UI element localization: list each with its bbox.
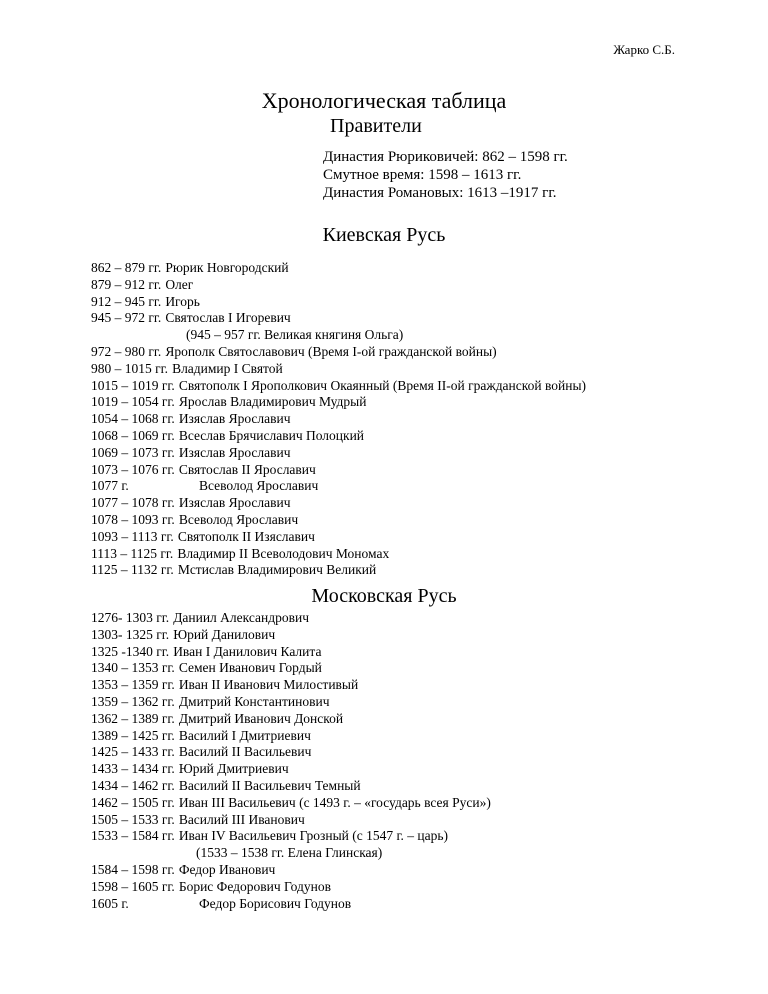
ruler-name: Изяслав Ярославич bbox=[178, 444, 291, 460]
reign-dates: 1598 – 1605 гг. bbox=[91, 878, 175, 894]
kiev-section-heading: Киевская Русь bbox=[322, 224, 446, 246]
ruler-row bbox=[91, 411, 586, 428]
ruler-name: Василий I Дмитриевич bbox=[178, 727, 311, 743]
ruler-name: Владимир II Всеволодович Мономах bbox=[177, 545, 390, 561]
ruler-row bbox=[91, 896, 491, 913]
dynasty-line: Династия Романовых: 1613 –1917 гг. bbox=[323, 185, 557, 201]
reign-dates: 972 – 980 гг. bbox=[91, 343, 162, 359]
reign-dates: 1073 – 1076 гг. bbox=[91, 461, 175, 477]
ruler-name: Юрий Дмитриевич bbox=[178, 761, 289, 777]
ruler-name: Всеволод Ярославич bbox=[199, 478, 319, 494]
page-title: Хронологическая таблица bbox=[261, 88, 507, 113]
ruler-row bbox=[91, 879, 491, 896]
dynasties-summary bbox=[323, 148, 568, 202]
ruler-name: Иван III Васильевич (с 1493 г. – «государь всея Руси») bbox=[178, 794, 491, 810]
ruler-name: (1533 – 1538 гг. Елена Глинская) bbox=[196, 845, 383, 861]
page-subtitle: Правители bbox=[330, 115, 422, 137]
reign-dates: 1069 – 1073 гг. bbox=[91, 444, 175, 460]
ruler-row bbox=[91, 862, 491, 879]
ruler-name: Святослав II Ярославич bbox=[178, 461, 316, 477]
reign-dates: 1425 – 1433 гг. bbox=[91, 744, 175, 760]
ruler-row bbox=[91, 378, 586, 395]
reign-dates: 1462 – 1505 гг. bbox=[91, 794, 175, 810]
ruler-name: Владимир I Святой bbox=[172, 360, 283, 376]
reign-dates: 879 – 912 гг. bbox=[91, 276, 162, 292]
ruler-name: (945 – 957 гг. Великая княгиня Ольга) bbox=[186, 327, 404, 343]
reign-dates: 1325 -1340 гг. bbox=[91, 643, 170, 659]
ruler-row bbox=[91, 344, 586, 361]
author-name: Жарко С.Б. bbox=[613, 42, 675, 57]
ruler-row bbox=[91, 744, 491, 761]
ruler-name: Федор Борисович Годунов bbox=[199, 895, 352, 911]
ruler-row bbox=[91, 660, 491, 677]
ruler-name: Изяслав Ярославич bbox=[178, 411, 291, 427]
ruler-row bbox=[91, 761, 491, 778]
ruler-name: Юрий Данилович bbox=[173, 626, 276, 642]
ruler-name: Всеслав Брячиславич Полоцкий bbox=[178, 427, 365, 443]
ruler-name: Дмитрий Константинович bbox=[178, 693, 330, 709]
ruler-row bbox=[91, 394, 586, 411]
reign-dates: 1125 – 1132 гг. bbox=[91, 562, 174, 578]
ruler-row bbox=[91, 294, 586, 311]
reign-dates: 1054 – 1068 гг. bbox=[91, 411, 175, 427]
ruler-name: Изяслав Ярославич bbox=[178, 495, 291, 511]
ruler-row bbox=[91, 529, 586, 546]
ruler-row bbox=[91, 260, 586, 277]
reign-dates: 945 – 972 гг. bbox=[91, 310, 162, 326]
dynasty-line: Династия Рюриковичей: 862 – 1598 гг. bbox=[323, 149, 568, 165]
ruler-row bbox=[91, 277, 586, 294]
reign-dates: 1389 – 1425 гг. bbox=[91, 727, 175, 743]
reign-dates: 1340 – 1353 гг. bbox=[91, 660, 175, 676]
ruler-row bbox=[91, 428, 586, 445]
reign-dates: 1077 – 1078 гг. bbox=[91, 495, 175, 511]
ruler-row bbox=[91, 845, 491, 862]
ruler-row bbox=[91, 795, 491, 812]
ruler-row bbox=[91, 546, 586, 563]
ruler-name: Даниил Александрович bbox=[173, 610, 310, 625]
ruler-row bbox=[91, 310, 586, 327]
ruler-name: Ярослав Владимирович Мудрый bbox=[178, 394, 367, 410]
ruler-name: Мстислав Владимирович Великий bbox=[177, 562, 377, 578]
ruler-row bbox=[91, 644, 491, 661]
ruler-name: Федор Иванович bbox=[178, 861, 276, 877]
ruler-row bbox=[91, 812, 491, 829]
reign-dates: 1505 – 1533 гг. bbox=[91, 811, 175, 827]
ruler-row bbox=[91, 361, 586, 378]
reign-dates: 912 – 945 гг. bbox=[91, 293, 162, 309]
ruler-name: Святослав I Игоревич bbox=[165, 310, 291, 326]
ruler-row bbox=[91, 462, 586, 479]
ruler-row bbox=[91, 495, 586, 512]
ruler-name: Святополк I Ярополкович Окаянный (Время II-ой гражданской войны) bbox=[178, 377, 587, 393]
ruler-row bbox=[91, 711, 491, 728]
ruler-row bbox=[91, 677, 491, 694]
ruler-name: Рюрик Новгородский bbox=[165, 260, 289, 275]
reign-dates: 1584 – 1598 гг. bbox=[91, 861, 175, 877]
reign-dates: 1078 – 1093 гг. bbox=[91, 511, 175, 527]
reign-dates bbox=[91, 845, 196, 862]
ruler-name: Иван IV Васильевич Грозный (с 1547 г. – царь) bbox=[178, 828, 449, 844]
ruler-name: Василий II Васильевич bbox=[178, 744, 312, 760]
ruler-row bbox=[91, 512, 586, 529]
reign-dates: 1359 – 1362 гг. bbox=[91, 693, 175, 709]
reign-dates: 1015 – 1019 гг. bbox=[91, 377, 175, 393]
moscow-rulers-list bbox=[91, 610, 491, 912]
reign-dates: 1077 г. bbox=[91, 478, 129, 494]
ruler-row bbox=[91, 828, 491, 845]
reign-dates: 1093 – 1113 гг. bbox=[91, 528, 174, 544]
ruler-name: Василий II Васильевич Темный bbox=[178, 777, 361, 793]
ruler-name: Всеволод Ярославич bbox=[178, 511, 299, 527]
ruler-name: Дмитрий Иванович Донской bbox=[178, 710, 344, 726]
ruler-row bbox=[91, 562, 586, 579]
ruler-name: Олег bbox=[165, 276, 194, 292]
ruler-row bbox=[91, 478, 586, 495]
reign-dates: 1068 – 1069 гг. bbox=[91, 427, 175, 443]
ruler-row bbox=[91, 627, 491, 644]
ruler-name: Иван I Данилович Калита bbox=[173, 643, 322, 659]
reign-dates: 1303- 1325 гг. bbox=[91, 626, 170, 642]
ruler-row bbox=[91, 445, 586, 462]
reign-dates: 1113 – 1125 гг. bbox=[91, 545, 174, 561]
reign-dates: 1533 – 1584 гг. bbox=[91, 828, 175, 844]
reign-dates bbox=[91, 327, 186, 344]
ruler-name: Святополк II Изяславич bbox=[177, 528, 315, 544]
reign-dates: 862 – 879 гг. bbox=[91, 260, 162, 275]
ruler-name: Иван II Иванович Милостивый bbox=[178, 677, 359, 693]
ruler-name: Семен Иванович Гордый bbox=[178, 660, 322, 676]
reign-dates: 1433 – 1434 гг. bbox=[91, 761, 175, 777]
reign-dates: 1605 г. bbox=[91, 895, 129, 911]
ruler-name: Василий III Иванович bbox=[178, 811, 305, 827]
kiev-rulers-list bbox=[91, 260, 586, 579]
ruler-name: Игорь bbox=[165, 293, 200, 309]
ruler-row bbox=[91, 778, 491, 795]
ruler-row bbox=[91, 327, 586, 344]
ruler-row bbox=[91, 728, 491, 745]
reign-dates: 980 – 1015 гг. bbox=[91, 360, 169, 376]
reign-dates: 1434 – 1462 гг. bbox=[91, 777, 175, 793]
reign-dates: 1019 – 1054 гг. bbox=[91, 394, 175, 410]
dynasty-line: Смутное время: 1598 – 1613 гг. bbox=[323, 167, 522, 183]
ruler-name: Борис Федорович Годунов bbox=[178, 878, 331, 894]
ruler-row bbox=[91, 694, 491, 711]
reign-dates: 1353 – 1359 гг. bbox=[91, 677, 175, 693]
reign-dates: 1362 – 1389 гг. bbox=[91, 710, 175, 726]
ruler-row bbox=[91, 610, 491, 627]
ruler-name: Ярополк Святославович (Время I-ой гражданской войны) bbox=[165, 343, 497, 359]
moscow-section-heading: Московская Русь bbox=[311, 585, 457, 607]
reign-dates: 1276- 1303 гг. bbox=[91, 610, 170, 625]
